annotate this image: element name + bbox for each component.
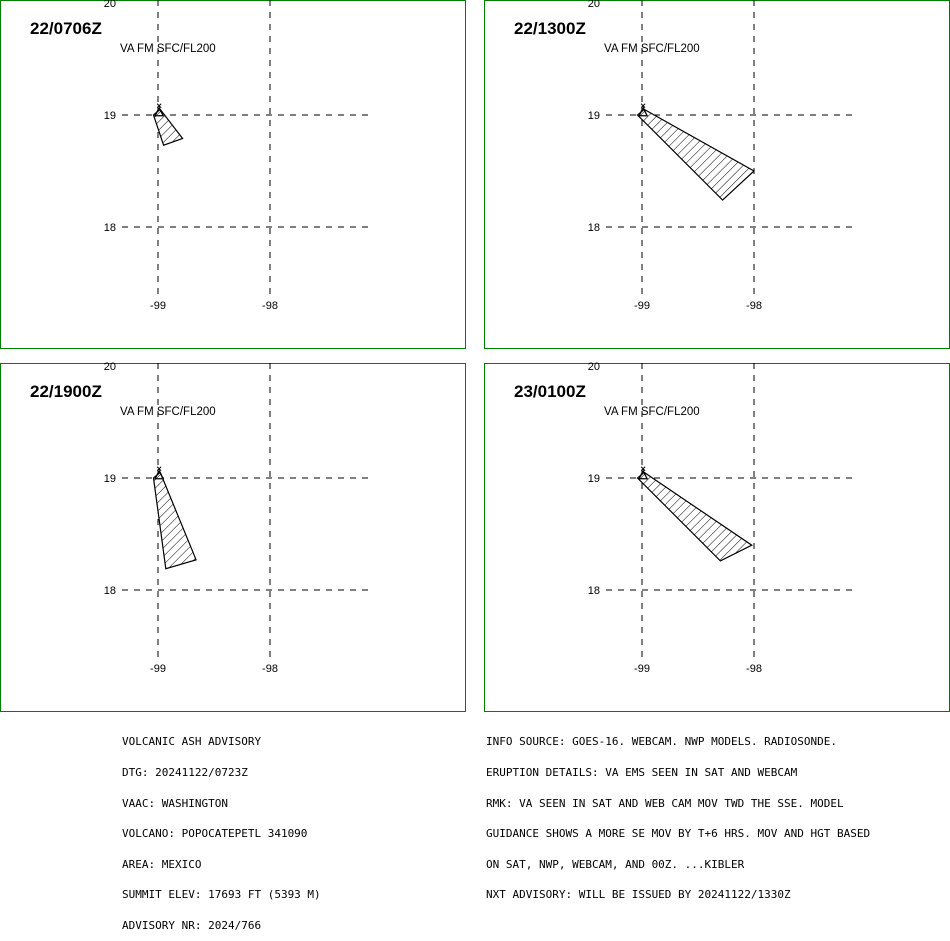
lat-label: 18 [103, 222, 116, 234]
advisory-line: ADVISORY NR: 2024/766 [122, 918, 262, 932]
map-canvas [0, 363, 466, 712]
lat-label: 18 [103, 585, 116, 597]
forecast-time: 22/1900Z [30, 382, 102, 401]
ash-level: VA FM SFC/FL200 [120, 43, 216, 55]
forecast-panel-3 [0, 363, 466, 712]
lon-label: -99 [634, 300, 650, 312]
lat-label: 19 [587, 110, 600, 122]
map-canvas [484, 363, 950, 712]
advisory-line: ON SAT, NWP, WEBCAM, AND 00Z. ...KIBLER [486, 857, 745, 871]
advisory-line: VAAC: WASHINGTON [122, 796, 228, 810]
lat-label: 20 [587, 0, 600, 10]
lon-label: -99 [150, 300, 166, 312]
lat-label: 19 [103, 473, 116, 485]
advisory-line: INFO SOURCE: GOES-16. WEBCAM. NWP MODELS. RADIOSONDE. [486, 735, 837, 749]
lat-label: 19 [103, 110, 116, 122]
map-canvas [0, 0, 466, 349]
advisory-line: ERUPTION DETAILS: VA EMS SEEN IN SAT AND WEBCAM [486, 766, 798, 779]
ash-cloud-polygon [638, 109, 755, 200]
lat-label: 20 [587, 361, 600, 373]
forecast-panel-2 [484, 0, 950, 349]
ash-level: VA FM SFC/FL200 [604, 406, 700, 418]
lon-label: -98 [746, 300, 762, 312]
advisory-line: VOLCANO: POPOCATEPETL 341090 [122, 827, 308, 841]
forecast-panel-4 [484, 363, 950, 712]
advisory-left-text [122, 717, 321, 941]
panel-frame [1, 1, 466, 349]
advisory-right-text [486, 717, 870, 911]
advisory-line: DTG: 20241122/0723Z [122, 766, 248, 779]
advisory-line: AREA: MEXICO [122, 857, 202, 871]
forecast-time: 22/0706Z [30, 19, 102, 38]
lon-label: -98 [262, 300, 278, 312]
ash-cloud-polygon [154, 472, 197, 568]
lon-label: -98 [746, 663, 762, 675]
map-canvas [484, 0, 950, 349]
advisory-line: VOLCANIC ASH ADVISORY [122, 735, 262, 749]
lat-label: 18 [587, 585, 600, 597]
ash-level: VA FM SFC/FL200 [120, 406, 216, 418]
lon-label: -99 [634, 663, 650, 675]
forecast-panel-1 [0, 0, 466, 349]
advisory-line: SUMMIT ELEV: 17693 FT (5393 M) [122, 888, 321, 902]
advisory-line: NXT ADVISORY: WILL BE ISSUED BY 20241122/1330Z [486, 888, 791, 902]
forecast-time: 23/0100Z [514, 382, 586, 401]
ash-cloud-polygon [638, 472, 752, 561]
lat-label: 18 [587, 222, 600, 234]
lat-label: 20 [103, 0, 116, 10]
forecast-time: 22/1300Z [514, 19, 586, 38]
lat-label: 19 [587, 473, 600, 485]
ash-cloud-polygon [154, 109, 183, 145]
lat-label: 20 [103, 361, 116, 373]
panel-frame [1, 364, 466, 712]
lon-label: -98 [262, 663, 278, 675]
ash-level: VA FM SFC/FL200 [604, 43, 700, 55]
advisory-line: RMK: VA SEEN IN SAT AND WEB CAM MOV TWD THE SSE. MODEL [486, 796, 844, 810]
advisory-line: GUIDANCE SHOWS A MORE SE MOV BY T+6 HRS. MOV AND HGT BASED [486, 827, 871, 841]
lon-label: -99 [150, 663, 166, 675]
